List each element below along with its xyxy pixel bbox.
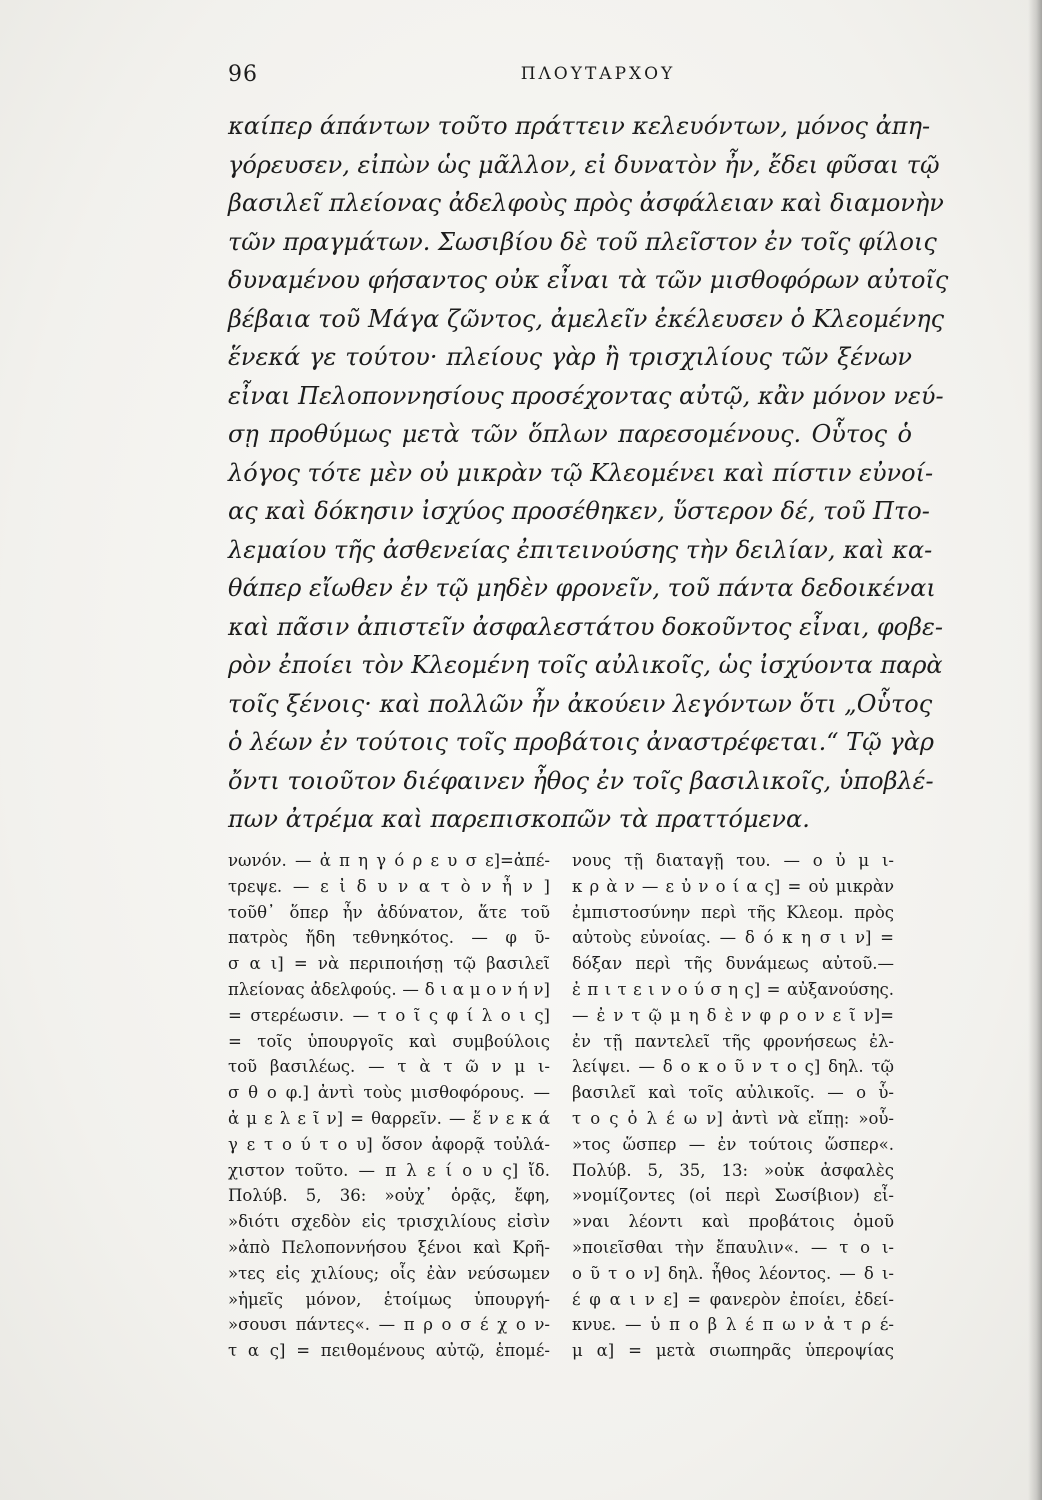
- main-text-line: λόγος τότε μὲν οὐ μικρὰν τῷ Κλεομένει καὶ πίστιν εὐνοί-: [228, 458, 934, 487]
- footnote-line: »τος ὥσπερ — ἐν τούτοις ὥσπερ«.: [572, 1134, 894, 1154]
- footnote-line: »νομίζοντες (οἱ περὶ Σωσίβιον) εἶ-: [572, 1186, 894, 1206]
- main-text-line: καὶ πᾶσιν ἀπιστεῖν ἀσφαλεστάτου δοκοῦντος εἶναι, φοβε-: [228, 612, 943, 641]
- footnote-line: τοῦθ᾽ ὅπερ ἦν ἀδύνατον, ἅτε τοῦ: [228, 902, 550, 922]
- footnote-line: νωνόν. — ἀ π η γ ό ρ ε υ σ ε]=ἀπέ-: [228, 851, 550, 870]
- footnote-line: ἐμπιστοσύνην περὶ τῆς Κλεομ. πρὸς: [572, 902, 894, 922]
- footnote-line: νους τῇ διαταγῇ του. — ο ὐ μ ι-: [572, 851, 894, 870]
- main-text-line: λεμαίου τῆς ἀσθενείας ἐπιτεινούσης τὴν δειλίαν, καὶ κα-: [228, 535, 933, 564]
- footnote-line: τ α ς] = πειθομένους αὐτῷ, ἑπομέ-: [228, 1341, 550, 1361]
- main-text-line: τοῖς ξένοις· καὶ πολλῶν ἦν ἀκούειν λεγόντων ὅτι „Οὗτος: [228, 689, 933, 718]
- footnote-line: ἀ μ ε λ ε ῖ ν] = θαρρεῖν. — ἕ ν ε κ ά: [228, 1108, 550, 1128]
- main-text-line: τῶν πραγμάτων. Σωσιβίου δὲ τοῦ πλεῖστον ἐν τοῖς φίλοις: [228, 227, 937, 256]
- main-text-line: βέβαια τοῦ Μάγα ζῶντος, ἀμελεῖν ἐκέλευσεν ὁ Κλεομένης: [228, 304, 945, 333]
- main-text-line: βασιλεῖ πλείονας ἀδελφοὺς πρὸς ἀσφάλειαν καὶ διαμονὴν: [228, 189, 944, 217]
- footnote-line: »διότι σχεδὸν εἰς τρισχιλίους εἰσὶν: [228, 1212, 550, 1232]
- footnote-line: »ἡμεῖς μόνον, ἑτοίμως ὑπουργή-: [228, 1289, 550, 1309]
- footnote-line: τρεψε. — ε ἰ δ υ ν α τ ὸ ν ἦ ν ]: [228, 876, 550, 896]
- footnote-line: ο ῦ τ ο ν] δηλ. ἦθος λέοντος. — δ ι-: [572, 1263, 894, 1283]
- footnote-line: σ θ ο φ.] ἀντὶ τοὺς μισθοφόρους. —: [228, 1083, 550, 1103]
- footnotes-left-column: [228, 848, 550, 1364]
- footnote-line: κ ρ ὰ ν — ε ὐ ν ο ί α ς] = οὐ μικρὰν: [572, 876, 894, 896]
- footnote-line: πατρὸς ἤδη τεθνηκότος. — φ ῦ-: [228, 928, 550, 948]
- footnote-line: πλείονας ἀδελφούς. — δ ι α μ ο ν ή ν]: [228, 979, 550, 999]
- page-number: 96: [228, 62, 258, 87]
- main-text-line: ὄντι τοιοῦτον διέφαινεν ἦθος ἐν τοῖς βασιλικοῖς, ὑποβλέ-: [228, 766, 934, 795]
- footnote-line: »ποιεῖσθαι τὴν ἔπαυλιν«. — τ ο ι-: [572, 1237, 894, 1257]
- footnote-line: τοῦ βασιλέως. — τ ὰ τ ῶ ν μ ι-: [228, 1057, 550, 1077]
- footnote-line: έ φ α ι ν ε] = φανερὸν ἐποίει, ἐδεί-: [572, 1289, 894, 1309]
- footnote-line: Πολύβ. 5, 36: »οὐχ᾽ ὁρᾷς, ἔφη,: [228, 1186, 550, 1206]
- page-header: [228, 62, 910, 94]
- main-text-line: καίπερ άπάντων τοῦτο πράττειν κελευόντων, μόνος ἀπη-: [228, 112, 931, 140]
- footnote-line: = τοῖς ὑπουργοῖς καὶ συμβούλοις: [228, 1031, 550, 1051]
- main-text-line: ὁ λέων ἐν τούτοις τοῖς προβάτοις ἀναστρέφεται.“ Τῷ γὰρ: [228, 728, 935, 756]
- footnote-line: »ναι λέοντι καὶ προβάτοις ὁμοῦ: [572, 1212, 894, 1232]
- footnotes-right-column: [572, 848, 894, 1364]
- main-text-line: γόρευσεν, εἰπὼν ὡς μᾶλλον, εἰ δυνατὸν ἦν, ἔδει φῦσαι τῷ: [228, 150, 940, 179]
- page-edge-shadow: [1028, 0, 1042, 1500]
- main-text-line: θάπερ εἴωθεν ἐν τῷ μηδὲν φρονεῖν, τοῦ πάντα δεδοικέναι: [228, 574, 936, 602]
- footnote-line: δόξαν περὶ τῆς δυνάμεως αὐτοῦ.—: [572, 954, 894, 974]
- footnote-line: ἐν τῇ παντελεῖ τῆς φρονήσεως ἐλ-: [572, 1031, 894, 1051]
- footnote-line: ἐ π ι τ ε ι ν ο ύ σ η ς] = αὐξανούσης.: [572, 979, 894, 999]
- footnote-line: λείψει. — δ ο κ ο ῦ ν τ ο ς] δηλ. τῷ: [572, 1057, 894, 1077]
- main-text-line: σῃ προθύμως μετὰ τῶν ὅπλων παρεσομένους. Οὗτος ὁ: [228, 420, 912, 448]
- footnote-line: τ ο ς ὁ λ έ ω ν] ἀντὶ νὰ εἴπῃ: »οὗ-: [572, 1108, 894, 1128]
- footnote-line: — ἐ ν τ ῷ μ η δ ὲ ν φ ρ ο ν ε ῖ ν]=: [572, 1005, 894, 1025]
- footnote-line: χιστον τοῦτο. — π λ ε ί ο υ ς] ἴδ.: [228, 1160, 550, 1180]
- main-text-line: εἶναι Πελοποννησίους προσέχοντας αὐτῷ, κἂν μόνον νεύ-: [228, 381, 944, 410]
- main-text-line: πων ἀτρέμα καὶ παρεπισκοπῶν τὰ πραττόμενα.: [228, 805, 810, 833]
- footnote-line: σ α ι] = νὰ περιποιήσῃ τῷ βασιλεῖ: [228, 954, 550, 974]
- running-head: ΠΛΟΥΤΑΡΧΟΥ: [520, 64, 676, 84]
- main-text-line: δυναμένου φήσαντος οὐκ εἶναι τὰ τῶν μισθοφόρων αὐτοῖς: [228, 266, 949, 294]
- footnote-line: = στερέωσιν. — τ ο ῖ ς φ ί λ ο ι ς]: [228, 1005, 550, 1025]
- main-text-line: ρὸν ἐποίει τὸν Κλεομένη τοῖς αὐλικοῖς, ὡς ἰσχύοντα παρὰ: [228, 651, 943, 679]
- footnote-line: βασιλεῖ καὶ τοῖς αὐλικοῖς. — ο ὗ-: [572, 1083, 894, 1103]
- main-text-line: ἕνεκά γε τούτου· πλείους γὰρ ἢ τρισχιλίους τῶν ξένων: [228, 343, 912, 371]
- footnote-line: αὐτοὺς εὐνοίας. — δ ό κ η σ ι ν] =: [572, 928, 894, 948]
- footnote-line: γ ε τ ο ύ τ ο υ] ὅσον ἀφορᾷ τοὐλά-: [228, 1134, 550, 1154]
- main-text-block: [228, 107, 949, 839]
- footnote-line: »ἀπὸ Πελοποννήσου ξένοι καὶ Κρῆ-: [228, 1237, 550, 1257]
- footnote-line: κνυε. — ὑ π ο β λ έ π ω ν ἀ τ ρ έ-: [572, 1315, 894, 1335]
- footnote-line: Πολύβ. 5, 35, 13: »οὐκ ἀσφαλὲς: [572, 1160, 894, 1180]
- footnote-line: »σουσι πάντες«. — π ρ ο σ έ χ ο ν-: [228, 1315, 550, 1335]
- footnote-line: μ α] = μετὰ σιωπηρᾶς ὑπεροψίας: [572, 1341, 894, 1361]
- footnote-line: »τες εἰς χιλίους; οἷς ἐὰν νεύσωμεν: [228, 1263, 550, 1283]
- main-text-line: ας καὶ δόκησιν ἰσχύος προσέθηκεν, ὕστερον δέ, τοῦ Πτο-: [228, 497, 930, 525]
